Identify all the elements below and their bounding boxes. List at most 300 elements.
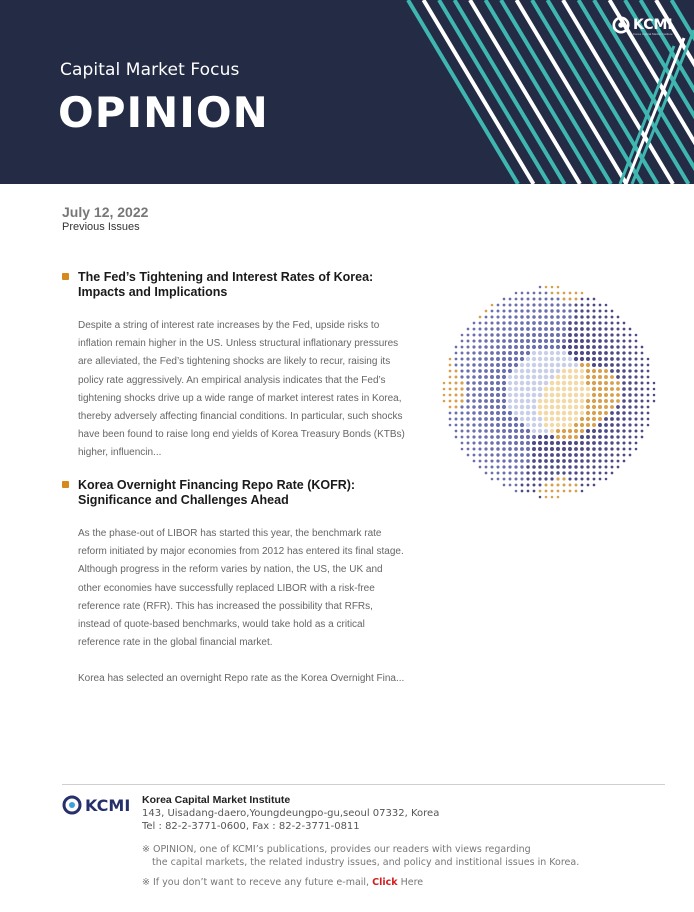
globe-dot — [538, 387, 543, 392]
globe-dot — [568, 381, 573, 386]
globe-dot — [490, 345, 494, 349]
globe-dot — [562, 333, 566, 337]
globe-dot — [538, 327, 542, 331]
globe-dot — [478, 417, 482, 421]
globe-dot — [550, 471, 553, 474]
globe-dot — [635, 442, 638, 445]
globe-dot — [484, 399, 488, 403]
globe-dot — [641, 424, 644, 427]
globe-dot — [653, 382, 656, 385]
globe-dot — [635, 346, 638, 349]
globe-dot — [461, 334, 464, 337]
globe-dot — [568, 363, 572, 367]
globe-dot — [574, 321, 578, 325]
globe-dot — [605, 472, 608, 475]
globe-dot — [455, 346, 458, 349]
globe-dot — [490, 411, 494, 415]
globe-dot — [502, 459, 505, 462]
globe-dot — [592, 423, 596, 427]
globe-dot — [509, 478, 512, 481]
globe-dot — [622, 423, 625, 426]
globe-dot — [622, 405, 626, 409]
globe-dot — [520, 405, 524, 409]
kcmi-logo[interactable] — [612, 16, 673, 34]
globe-dot — [515, 298, 518, 301]
globe-dot — [503, 298, 506, 301]
globe-dot — [556, 321, 560, 325]
globe-dot — [628, 369, 631, 372]
globe-dot — [610, 375, 614, 379]
globe-dot — [580, 471, 583, 474]
globe-dot — [527, 484, 530, 487]
globe-dot — [604, 447, 607, 450]
globe-dot — [592, 375, 596, 379]
globe-dot — [508, 357, 512, 361]
globe-dot — [484, 363, 488, 367]
globe-dot — [598, 405, 602, 409]
globe-dot — [616, 381, 620, 385]
globe-dot — [616, 333, 619, 336]
globe-dot — [509, 484, 512, 487]
globe-dot — [466, 423, 469, 426]
footer-note-line: ※ OPINION, one of KCMI’s publications, provides our readers with views regarding — [142, 844, 531, 855]
globe-dot — [539, 496, 542, 499]
globe-dot — [586, 393, 590, 397]
globe-dot — [508, 453, 512, 457]
globe-dot — [526, 333, 530, 337]
footer-note-line: the capital markets, the related industry issues, and policy and institional issues in Korea. — [152, 857, 580, 868]
globe-dot — [562, 417, 566, 421]
globe-dot — [647, 376, 650, 379]
globe-dot — [586, 369, 590, 373]
globe-dot — [484, 429, 488, 433]
globe-dot — [562, 357, 566, 361]
globe-dot — [647, 394, 650, 397]
globe-dot — [526, 369, 530, 373]
globe-dot — [466, 345, 469, 348]
globe-dot — [544, 333, 548, 337]
globe-dot — [586, 357, 590, 361]
globe-dot — [604, 321, 607, 324]
globe-dot — [568, 339, 572, 343]
globe-dot — [628, 375, 631, 378]
globe-dot — [634, 417, 637, 420]
globe-dot — [496, 375, 500, 379]
globe-dot — [610, 345, 614, 349]
globe-dot — [557, 490, 560, 493]
globe-dot — [611, 316, 614, 319]
globe-dot — [466, 429, 469, 432]
globe-dot — [568, 357, 572, 361]
globe-dot — [496, 435, 500, 439]
globe-dot — [641, 358, 644, 361]
footer-note — [142, 843, 579, 869]
globe-dot — [520, 303, 523, 306]
globe-dot — [599, 478, 602, 481]
globe-dot — [472, 381, 476, 385]
globe-dot — [550, 369, 555, 374]
globe-dot — [479, 322, 482, 325]
globe-dot — [538, 369, 543, 374]
globe-dot — [449, 394, 452, 397]
globe-dot — [622, 429, 625, 432]
globe-dot — [641, 430, 644, 433]
globe-dot — [455, 418, 458, 421]
globe-dot — [460, 411, 463, 414]
article-title-link[interactable]: Korea Overnight Financing Repo Rate (KOFR): Significance and Challenges Ahead — [78, 478, 356, 507]
globe-dot — [641, 418, 644, 421]
globe-dot — [538, 393, 543, 398]
globe-dot — [610, 441, 613, 444]
globe-dot — [497, 472, 500, 475]
globe-dot — [616, 405, 620, 409]
globe-dot — [562, 471, 565, 474]
globe-dot — [592, 405, 596, 409]
globe-dot — [550, 429, 554, 433]
globe-dot — [479, 454, 482, 457]
globe-dot — [526, 429, 530, 433]
globe-dot — [479, 466, 482, 469]
globe-dot — [568, 369, 572, 373]
globe-dot — [508, 459, 511, 462]
globe-dot — [586, 453, 590, 457]
globe-dot — [628, 363, 631, 366]
globe-dot — [520, 327, 524, 331]
globe-dot — [653, 400, 656, 403]
globe-dot — [587, 304, 590, 307]
globe-dot — [586, 399, 590, 403]
globe-dot — [610, 423, 614, 427]
globe-dot — [545, 286, 548, 289]
globe-dot — [496, 321, 499, 324]
globe-dot — [604, 429, 608, 433]
globe-dot — [502, 345, 506, 349]
globe-dot — [520, 459, 524, 463]
globe-dot — [538, 381, 543, 386]
globe-dot — [556, 459, 560, 463]
globe-dot — [490, 429, 494, 433]
globe-dot — [544, 423, 548, 427]
globe-dot — [538, 429, 542, 433]
globe-dot — [455, 424, 458, 427]
globe-dot — [544, 393, 549, 398]
globe-dot — [449, 364, 452, 367]
globe-dot — [568, 477, 571, 480]
article-paragraph: Despite a string of interest rate increases by the Fed, upside risks to inflation remain higher in the US. Unless structural inflationary pressures are alleviated, the Fed’s tightening shocks are likely to recur, raising its policy rate aggressively. An empirical analysis indicates that the Fed’s tightening shocks drive up a wide range of market interest rates in Korea, thereby adversely affecting financial conditions. In particular, such shocks have been found to raise long end yields of Korea Treasury Bonds (KTBs) higher, influencin... — [78, 320, 405, 459]
globe-dot — [580, 363, 584, 367]
globe-dot — [527, 292, 530, 295]
globe-dot — [526, 345, 530, 349]
globe-dot — [598, 345, 602, 349]
globe-dot — [502, 375, 506, 379]
footer-contact: Tel : 82-2-3771-0600, Fax : 82-2-3771-0811 — [142, 821, 360, 832]
globe-dot — [515, 490, 518, 493]
globe-dot — [491, 478, 494, 481]
globe-dot — [508, 387, 512, 391]
globe-dot — [623, 454, 626, 457]
globe-dot — [599, 472, 602, 475]
globe-dot — [557, 292, 560, 295]
globe-dot — [460, 417, 463, 420]
globe-dot — [557, 496, 560, 499]
globe-dot — [496, 459, 499, 462]
globe-dot — [455, 388, 458, 391]
globe-dot — [586, 447, 590, 451]
globe-dot — [610, 393, 614, 397]
globe-dot — [490, 339, 494, 343]
globe-dot — [544, 411, 549, 416]
globe-dot — [461, 442, 464, 445]
globe-dot — [629, 328, 632, 331]
globe-dot — [497, 310, 500, 313]
globe-dot — [568, 447, 572, 451]
globe-dot — [604, 339, 608, 343]
globe-dot — [502, 351, 506, 355]
article-title-link[interactable]: The Fed’s Tightening and Interest Rates of Korea: Impacts and Implications — [78, 270, 374, 299]
globe-dot — [497, 478, 500, 481]
globe-dot — [551, 292, 554, 295]
globe-dot — [556, 411, 561, 416]
globe-dot — [502, 447, 506, 451]
globe-dot — [617, 466, 620, 469]
globe-dot — [502, 333, 506, 337]
globe-dot — [598, 435, 602, 439]
globe-dot — [575, 490, 578, 493]
globe-dot — [622, 393, 626, 397]
globe-dot — [635, 436, 638, 439]
unsubscribe-text: ※ If you don’t want to receve any future e-mail, — [142, 877, 370, 888]
globe-dot — [544, 369, 549, 374]
previous-issues-link[interactable]: Previous Issues — [62, 221, 140, 233]
globe-dot — [496, 363, 500, 367]
globe-dot — [562, 381, 567, 386]
globe-dot — [455, 358, 458, 361]
globe-dot — [580, 405, 584, 409]
globe-dot — [527, 298, 530, 301]
globe-dot — [574, 315, 577, 318]
globe-dot — [473, 334, 476, 337]
globe-dot — [538, 441, 542, 445]
globe-dot — [622, 339, 625, 342]
globe-dot — [472, 435, 475, 438]
globe-dot — [634, 387, 637, 390]
globe-dot — [604, 453, 607, 456]
globe-dot — [635, 430, 638, 433]
globe-dot — [550, 381, 555, 386]
globe-dot — [586, 417, 590, 421]
globe-dot — [586, 411, 590, 415]
globe-dot — [490, 321, 493, 324]
globe-dot — [544, 477, 547, 480]
globe-dot — [562, 351, 566, 355]
globe-dot — [526, 381, 531, 386]
globe-dot — [466, 417, 469, 420]
globe-dot — [568, 465, 571, 468]
globe-dot — [592, 417, 596, 421]
globe-dot — [616, 375, 620, 379]
globe-dot — [604, 411, 608, 415]
globe-dot — [617, 322, 620, 325]
globe-dot — [568, 411, 572, 415]
globe-dot — [466, 399, 469, 402]
globe-dot — [568, 393, 573, 398]
globe-dot — [574, 405, 578, 409]
globe-dot — [574, 417, 578, 421]
globe-dot — [562, 399, 567, 404]
globe-dot — [622, 369, 625, 372]
footer-divider — [62, 784, 665, 785]
footer-address: 143, Uisadang-daero,Youngdeungpo-gu,seoul 07332, Korea — [142, 808, 440, 819]
globe-dot — [611, 460, 614, 463]
globe-dot — [604, 435, 608, 439]
globe-dot — [514, 381, 518, 385]
globe-dot — [604, 357, 608, 361]
globe-dot — [508, 363, 512, 367]
globe-dot — [526, 327, 530, 331]
globe-dot — [509, 304, 512, 307]
globe-dot — [514, 345, 518, 349]
globe-dot — [610, 363, 614, 367]
globe-dot — [568, 351, 572, 355]
globe-dot — [478, 363, 482, 367]
globe-dot — [581, 304, 584, 307]
globe-dot — [514, 369, 518, 373]
globe-dot — [592, 357, 596, 361]
globe-dot — [538, 303, 541, 306]
globe-dot — [502, 465, 505, 468]
globe-dot — [532, 417, 536, 421]
globe-dot — [502, 363, 506, 367]
globe-dot — [526, 339, 530, 343]
globe-dot — [514, 333, 518, 337]
globe-dot — [455, 370, 458, 373]
globe-dot — [508, 369, 512, 373]
globe-dot — [562, 435, 566, 439]
globe-dot — [520, 411, 524, 415]
unsubscribe-click-link[interactable]: Click — [372, 877, 398, 888]
globe-dot — [478, 339, 481, 342]
globe-dot — [466, 411, 469, 414]
globe-dot — [502, 411, 506, 415]
globe-dot — [484, 369, 488, 373]
globe-dot — [538, 363, 542, 367]
globe-dot — [592, 351, 596, 355]
globe-dot — [629, 334, 632, 337]
article-item — [62, 270, 407, 463]
globe-dot — [532, 405, 537, 410]
globe-dot — [629, 340, 632, 343]
globe-dot — [604, 387, 608, 391]
globe-dot — [586, 333, 590, 337]
globe-dot — [508, 447, 512, 451]
globe-dot — [472, 405, 476, 409]
globe-dot — [586, 465, 589, 468]
globe-dot — [574, 369, 578, 373]
globe-dot — [508, 417, 512, 421]
globe-dot — [478, 393, 482, 397]
globe-dot — [628, 387, 631, 390]
globe-dot — [472, 429, 475, 432]
globe-dot — [568, 459, 572, 463]
globe-dot — [455, 412, 458, 415]
article-summary — [78, 525, 407, 689]
globe-dot — [622, 345, 625, 348]
globe-dot — [551, 286, 554, 289]
globe-dot — [592, 339, 596, 343]
globe-dot — [514, 459, 518, 463]
globe-dot — [580, 381, 584, 385]
globe-dot — [610, 339, 613, 342]
globe-dot — [617, 316, 620, 319]
globe-dot — [629, 442, 632, 445]
globe-dot — [641, 436, 644, 439]
globe-dot — [623, 322, 626, 325]
globe-dot — [605, 310, 608, 313]
globe-dot — [496, 393, 500, 397]
globe-dot — [568, 453, 572, 457]
globe-dot — [491, 310, 494, 313]
globe-dot — [503, 304, 506, 307]
globe-dot — [496, 441, 500, 445]
globe-dot — [466, 405, 469, 408]
globe-dot — [598, 375, 602, 379]
globe-dot — [491, 316, 494, 319]
globe-dot — [545, 292, 548, 295]
globe-dot — [520, 357, 524, 361]
globe-dot — [628, 393, 631, 396]
globe-dot — [538, 465, 542, 469]
globe-dot — [562, 477, 565, 480]
globe-dot — [592, 429, 596, 433]
globe-dot — [574, 393, 578, 397]
globe-dot — [526, 303, 529, 306]
globe-dot — [622, 363, 625, 366]
globe-dot — [611, 310, 614, 313]
globe-dot — [502, 435, 506, 439]
globe-dot — [509, 298, 512, 301]
globe-dot — [550, 423, 554, 427]
globe-dot — [544, 363, 548, 367]
globe-dot — [467, 340, 470, 343]
globe-dot — [653, 394, 656, 397]
globe-dot — [466, 435, 469, 438]
globe-dot — [485, 460, 488, 463]
globe-dot — [514, 327, 518, 331]
globe-dot — [563, 292, 566, 295]
globe-dot — [586, 405, 590, 409]
globe-dot — [580, 327, 584, 331]
globe-dot — [556, 399, 561, 404]
globe-dot — [544, 327, 548, 331]
globe-dot — [449, 412, 452, 415]
globe-dot — [520, 375, 524, 379]
globe-dot — [610, 411, 614, 415]
globe-dot — [647, 406, 650, 409]
globe-dot — [544, 387, 549, 392]
globe-dot — [641, 388, 644, 391]
globe-dot — [575, 484, 578, 487]
globe-dot — [520, 333, 524, 337]
globe-dot — [647, 418, 650, 421]
globe-dot — [538, 471, 541, 474]
globe-dot — [472, 399, 476, 403]
globe-dot — [490, 351, 494, 355]
globe-dot — [521, 484, 524, 487]
globe-dot — [550, 477, 553, 480]
globe-dot — [574, 387, 578, 391]
globe-dot — [604, 327, 607, 330]
globe-dot — [496, 399, 500, 403]
